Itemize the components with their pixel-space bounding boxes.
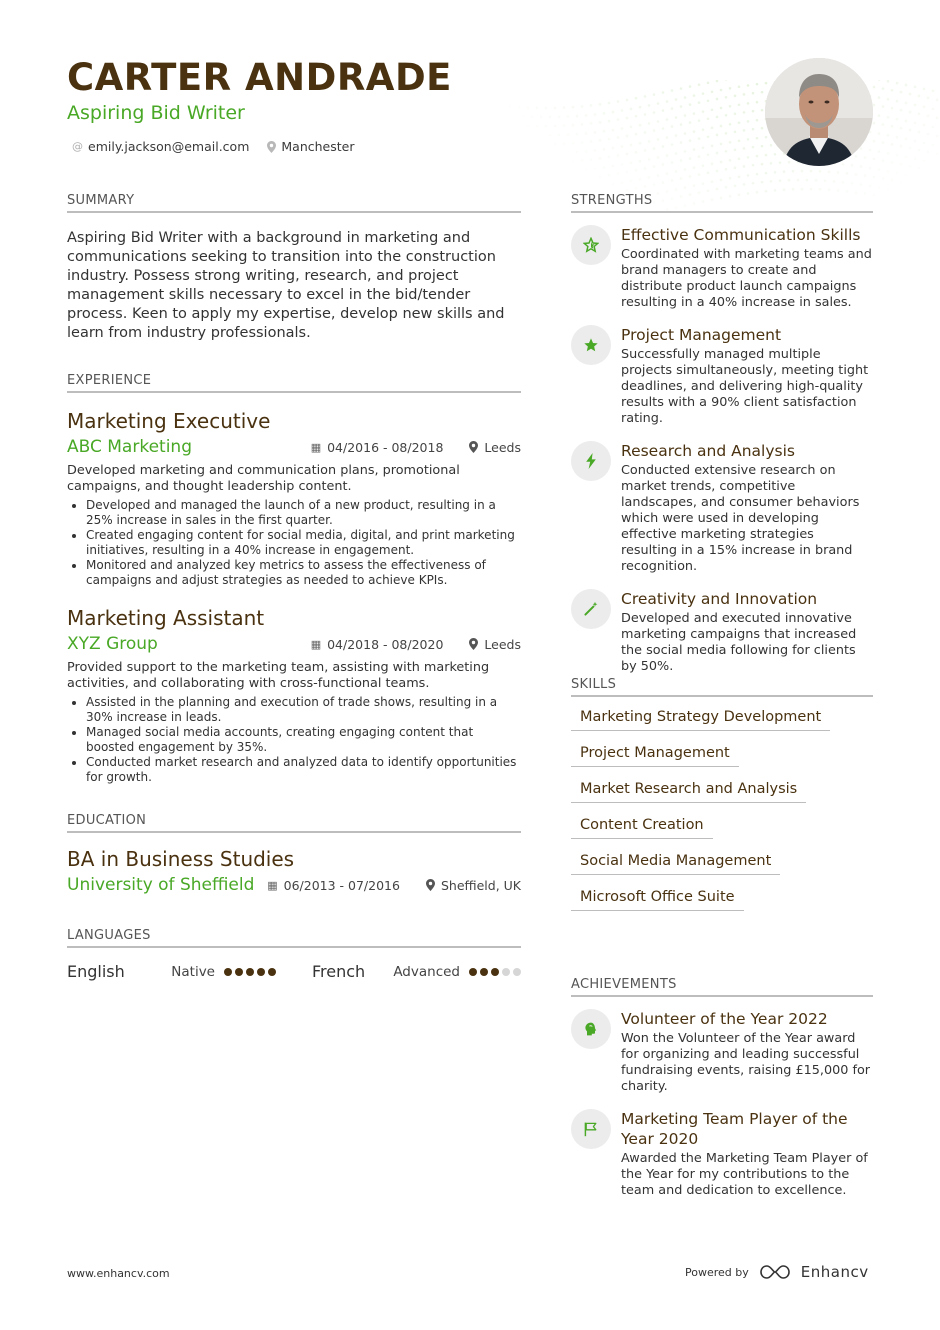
email-item[interactable] — [72, 139, 249, 154]
strengths-heading: STRENGTHS — [571, 193, 873, 213]
job-bullet: • Monitored and analyzed key metrics to assess the effectiveness of campaigns and adjust strategies as needed to achieve KPIs. — [86, 558, 521, 588]
strength-item — [571, 325, 873, 427]
job-title: Marketing Executive — [67, 409, 271, 433]
skills-heading: SKILLS — [571, 677, 873, 697]
job-entry — [67, 409, 521, 588]
enhancv-logo-icon — [759, 1264, 791, 1280]
achievements-heading: ACHIEVEMENTS — [571, 977, 873, 997]
job-bullet: • Managed social media accounts, creating engaging content that boosted engagement by 35%. — [86, 725, 521, 755]
job-location: Leeds — [484, 636, 521, 652]
achievement-item — [571, 1009, 873, 1095]
strength-item — [571, 589, 873, 675]
language-rating — [224, 968, 276, 976]
location-pin-icon — [469, 441, 478, 453]
flag-icon — [571, 1109, 611, 1149]
strength-desc: Developed and executed innovative marketing campaigns that increased the social media following for clients by 50%. — [621, 611, 857, 674]
contact-info — [72, 139, 354, 154]
calendar-icon: ▦ — [267, 878, 278, 892]
job-description: Provided support to the marketing team, assisting with marketing activities, and collaborating with cross-functional teams. — [67, 660, 490, 691]
achievement-item — [571, 1109, 873, 1199]
company-name: XYZ Group — [67, 634, 158, 654]
language-item — [67, 962, 276, 981]
job-dates: 04/2018 - 08/2020 — [327, 636, 444, 652]
calendar-icon: ▦ — [310, 637, 322, 651]
rating-dot-filled — [257, 968, 265, 976]
rating-dot-filled — [469, 968, 477, 976]
language-item — [312, 962, 521, 981]
rating-dot-filled — [246, 968, 254, 976]
job-bullet: • Assisted in the planning and execution of trade shows, resulting in a 30% increase in leads. — [86, 695, 521, 725]
skill-tag: Content Creation — [571, 817, 713, 839]
skill-tag: Social Media Management — [571, 853, 780, 875]
language-rating — [469, 968, 521, 976]
summary-heading: SUMMARY — [67, 193, 521, 213]
experience-heading: EXPERIENCE — [67, 373, 521, 393]
education-dates: 06/2013 - 07/2016 — [283, 877, 400, 893]
language-level: Native — [171, 963, 215, 980]
candidate-title: Aspiring Bid Writer — [67, 102, 245, 124]
language-name: English — [67, 962, 125, 981]
candidate-name: CARTER ANDRADE — [67, 56, 452, 99]
education-heading: EDUCATION — [67, 813, 521, 833]
languages-heading: LANGUAGES — [67, 928, 521, 948]
rating-dot-filled — [224, 968, 232, 976]
achievement-desc: Won the Volunteer of the Year award for organizing and leading successful fundraising events, raising £15,000 for charity. — [621, 1031, 871, 1094]
footer-website[interactable]: www.enhancv.com — [67, 1267, 170, 1280]
strength-item — [571, 225, 873, 311]
lightning-icon — [571, 441, 611, 481]
email-text: emily.jackson@email.com — [88, 139, 250, 154]
job-bullets — [67, 695, 521, 785]
experience-section — [67, 373, 521, 785]
school-name: University of Sheffield — [67, 875, 255, 895]
strength-desc: Successfully managed multiple projects simultaneously, meeting tight deadlines, and delivering high-quality results with a 90% client satisfaction rating. — [621, 347, 869, 426]
achievement-title: Volunteer of the Year 2022 — [621, 1010, 828, 1028]
brand-name[interactable]: Enhancv — [800, 1263, 869, 1281]
skills-section — [571, 677, 873, 911]
education-location: Sheffield, UK — [440, 877, 521, 893]
company-name: ABC Marketing — [67, 437, 192, 457]
rating-dot-filled — [480, 968, 488, 976]
strength-title: Project Management — [621, 326, 782, 344]
job-meta — [311, 637, 521, 652]
job-description: Developed marketing and communication plans, promotional campaigns, and thought leadership content. — [67, 463, 460, 494]
location-pin-icon — [426, 879, 435, 891]
brain-icon — [571, 1009, 611, 1049]
star-outline-icon — [571, 225, 611, 265]
job-bullets — [67, 498, 521, 588]
job-dates: 04/2016 - 08/2018 — [327, 439, 444, 455]
education-section — [67, 813, 521, 895]
powered-by-label: Powered by — [685, 1265, 749, 1279]
location-pin-icon — [267, 141, 276, 153]
strength-title: Creativity and Innovation — [621, 590, 818, 608]
degree-title: BA in Business Studies — [67, 847, 295, 871]
magic-wand-icon — [571, 589, 611, 629]
skill-tag: Market Research and Analysis — [571, 781, 806, 803]
skill-tag: Microsoft Office Suite — [571, 889, 744, 911]
rating-dot-filled — [268, 968, 276, 976]
languages-section — [67, 928, 521, 981]
star-icon — [571, 325, 611, 365]
job-location: Leeds — [484, 439, 521, 455]
education-meta — [267, 878, 521, 893]
language-name: French — [312, 962, 366, 981]
skill-tag: Marketing Strategy Development — [571, 709, 830, 731]
avatar-illustration — [765, 58, 873, 166]
job-bullet: • Conducted market research and analyzed data to identify opportunities for growth. — [86, 755, 521, 785]
language-level: Advanced — [393, 963, 460, 980]
job-entry — [67, 606, 521, 785]
strength-desc: Conducted extensive research on market trends, competitive landscapes, and consumer behaviors which were used in developing effective marketing strategies resulting in a 15% increase in brand recognition. — [621, 463, 860, 574]
at-icon: @ — [72, 140, 83, 153]
rating-dot-empty — [513, 968, 521, 976]
summary-text: Aspiring Bid Writer with a background in marketing and communications seeking to transition into the construction industry. Possess strong writing, research, and project management skills necessary to excel in the bid/tender process. Keen to apply my expertise, develop new skills and learn from industry professionals. — [67, 230, 505, 341]
job-bullet: • Developed and managed the launch of a new product, resulting in a 25% increase in sales in the first quarter. — [86, 498, 521, 528]
location-text: Manchester — [281, 139, 355, 154]
achievements-section — [571, 977, 873, 1199]
rating-dot-filled — [235, 968, 243, 976]
location-pin-icon — [469, 638, 478, 650]
achievement-desc: Awarded the Marketing Team Player of the Year for my contributions to the team and dedication to excellence. — [621, 1151, 868, 1198]
skill-tag: Project Management — [571, 745, 739, 767]
profile-photo — [765, 58, 873, 166]
footer-branding — [685, 1263, 869, 1281]
strengths-section — [571, 193, 873, 675]
job-meta — [311, 440, 521, 455]
job-title: Marketing Assistant — [67, 606, 265, 630]
summary-section — [67, 193, 521, 343]
strength-item — [571, 441, 873, 575]
calendar-icon: ▦ — [310, 440, 322, 454]
strength-title: Effective Communication Skills — [621, 226, 861, 244]
rating-dot-empty — [502, 968, 510, 976]
rating-dot-filled — [491, 968, 499, 976]
strength-title: Research and Analysis — [621, 442, 795, 460]
achievement-title: Marketing Team Player of the Year 2020 — [621, 1110, 848, 1148]
location-item — [267, 139, 354, 154]
strength-desc: Coordinated with marketing teams and brand managers to create and distribute product launch campaigns resulting in a 40% increase in sales. — [621, 247, 872, 310]
job-bullet: • Created engaging content for social media, digital, and print marketing initiatives, resulting in a 40% increase in engagement. — [86, 528, 521, 558]
